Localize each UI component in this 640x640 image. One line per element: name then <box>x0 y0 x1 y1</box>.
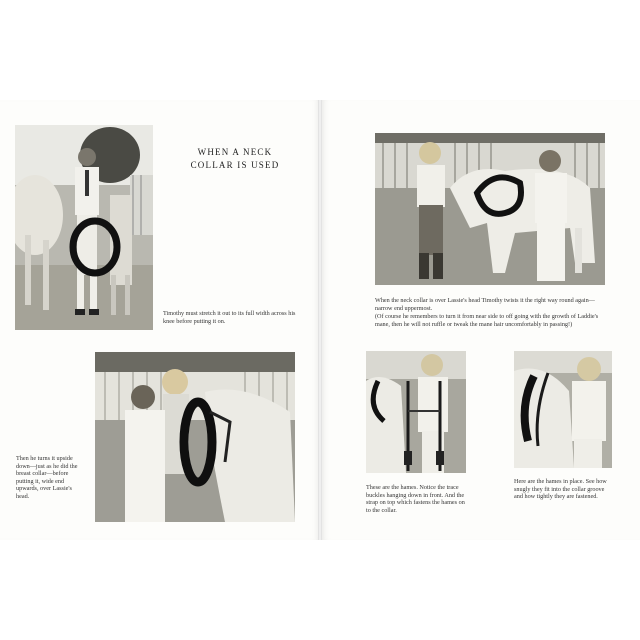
section-heading <box>170 146 300 172</box>
boy-holding-collar-photo <box>15 125 153 330</box>
caption-hames-in-place: Here are the hames in place. See how snugly they fit into the collar groove and how tightly they are fastened. <box>514 478 607 501</box>
caption-neck-collar-note: (Of course he remembers to turn it from near side to off going with the growth of Laddie's mane, then he will not ruffle or tweak the mane hair uncomfortably in passing!) <box>375 313 599 328</box>
girl-and-boy-with-pony-photo <box>375 133 605 285</box>
boy-fitting-collar-photo <box>95 352 295 522</box>
hames-photo <box>366 351 466 473</box>
caption-turns-upside-down: Then he turns it upside down—just as he did the breast collar—before putting it, wide end upwards, over Lassie's head. <box>16 455 78 500</box>
hames-in-place-photo <box>514 351 612 468</box>
heading-line-1: WHEN A NECK <box>197 147 273 157</box>
caption-hames: These are the hames. Notice the trace buckles hanging down in front. And the strap on top which fastens the hames on to the collar. <box>366 484 465 514</box>
caption-neck-collar-over: When the neck collar is over Lassie's head Timothy twists it the right way round again—narrow end uppermost. <box>375 297 595 312</box>
caption-timothy-stretch: Timothy must stretch it out to its full width across his knee before putting it on. <box>163 310 296 325</box>
heading-line-2: COLLAR IS USED <box>190 160 280 170</box>
